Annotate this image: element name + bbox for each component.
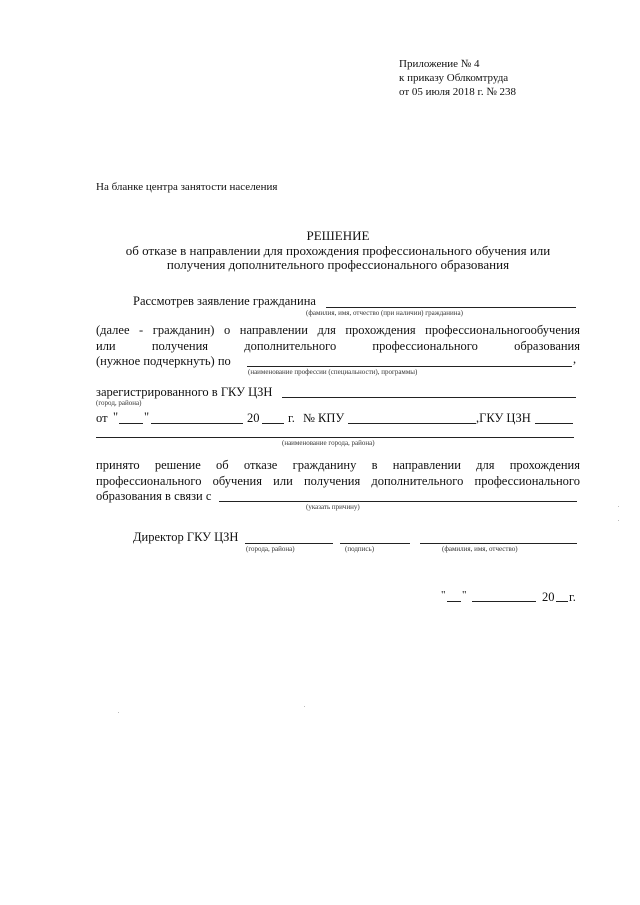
- city-district-field[interactable]: [96, 437, 574, 438]
- word-additional: дополнительного: [244, 339, 337, 353]
- para1-line-3: (нужное подчеркнуть) по: [96, 354, 231, 368]
- director-signature-caption: (подпись): [345, 545, 375, 553]
- kpu-label: № КПУ: [303, 411, 345, 425]
- city-district-caption: (наименование города, района): [282, 439, 375, 447]
- director-name-field[interactable]: [420, 543, 577, 544]
- reason-caption: (указать причину): [306, 503, 360, 511]
- bottom-year-suffix: г.: [569, 590, 576, 604]
- scan-speck: [618, 520, 619, 521]
- word-professional: профессионального: [372, 339, 478, 353]
- bottom-month-field[interactable]: [472, 601, 536, 602]
- gku-short-field[interactable]: [535, 423, 573, 424]
- bottom-quote-close: ": [462, 589, 467, 601]
- word-education: образования: [514, 339, 580, 353]
- date-month-field[interactable]: [151, 423, 243, 424]
- scan-speck: [118, 712, 119, 713]
- director-signature-field[interactable]: [340, 543, 410, 544]
- profession-caption: (наименование профессии (специальности), программы): [248, 368, 418, 376]
- date-year-prefix: 20: [247, 411, 260, 425]
- registered-lead: зарегистрированного в ГКУ ЦЗН: [96, 385, 273, 399]
- bottom-quote-open: ": [441, 589, 446, 601]
- scan-speck: [304, 706, 305, 707]
- para1-line-1: (далее - гражданин) о направлении для прохождения профессиональногообучения: [96, 323, 580, 337]
- bottom-day-field[interactable]: [447, 601, 461, 602]
- letterhead-note: На бланке центра занятости населения: [96, 181, 278, 193]
- bottom-year-field[interactable]: [556, 601, 568, 602]
- director-city-field[interactable]: [245, 543, 333, 544]
- decision-line-1-text: принято решение об отказе гражданину в направлении для прохождения: [96, 458, 580, 472]
- para1-line-2: [96, 339, 580, 354]
- applicant-name-caption: (фамилия, имя, отчество (при наличии) гражданина): [306, 309, 463, 317]
- decision-line-2: [96, 474, 580, 489]
- applicant-lead: Рассмотрев заявление гражданина: [133, 294, 316, 308]
- director-name-caption: (фамилия, имя, отчество): [442, 545, 518, 553]
- kpu-number-field[interactable]: [348, 423, 476, 424]
- reason-field[interactable]: [219, 501, 577, 502]
- scan-speck: [618, 506, 619, 507]
- word-obtaining: получения: [151, 339, 209, 353]
- appendix-line-1: Приложение № 4: [399, 58, 480, 70]
- registered-city-caption: (город, района): [96, 399, 142, 407]
- decision-line-3: образования в связи с: [96, 489, 212, 503]
- date-year-field[interactable]: [262, 423, 284, 424]
- gku-label: ,ГКУ ЦЗН: [476, 411, 531, 425]
- date-quote-close: ": [144, 410, 150, 424]
- director-city-caption: (города, района): [246, 545, 295, 553]
- bottom-year-prefix: 20: [542, 590, 555, 604]
- date-from: от: [96, 411, 108, 425]
- appendix-line-3: от 05 июля 2018 г. № 238: [399, 86, 517, 98]
- director-lead: Директор ГКУ ЦЗН: [133, 530, 239, 544]
- date-quote-open: ": [113, 410, 119, 424]
- decision-line-1: [96, 458, 580, 473]
- word-or: или: [96, 339, 116, 353]
- appendix-line-2: к приказу Облкомтруда: [399, 72, 509, 84]
- applicant-name-field[interactable]: [326, 307, 576, 308]
- profession-field[interactable]: [247, 366, 572, 367]
- document-subtitle-2: получения дополнительного профессионального образования: [166, 257, 510, 272]
- decision-line-2-text: профессионального обучения или получения дополнительного профессионального: [96, 474, 580, 488]
- profession-comma: ,: [573, 352, 577, 366]
- registered-city-field[interactable]: [282, 397, 576, 398]
- document-subtitle-1: об отказе в направлении для прохождения профессионального обучения или: [125, 243, 551, 258]
- document-title: РЕШЕНИЕ: [306, 228, 370, 243]
- date-day-field[interactable]: [119, 423, 143, 424]
- date-year-suffix: г.: [288, 411, 295, 425]
